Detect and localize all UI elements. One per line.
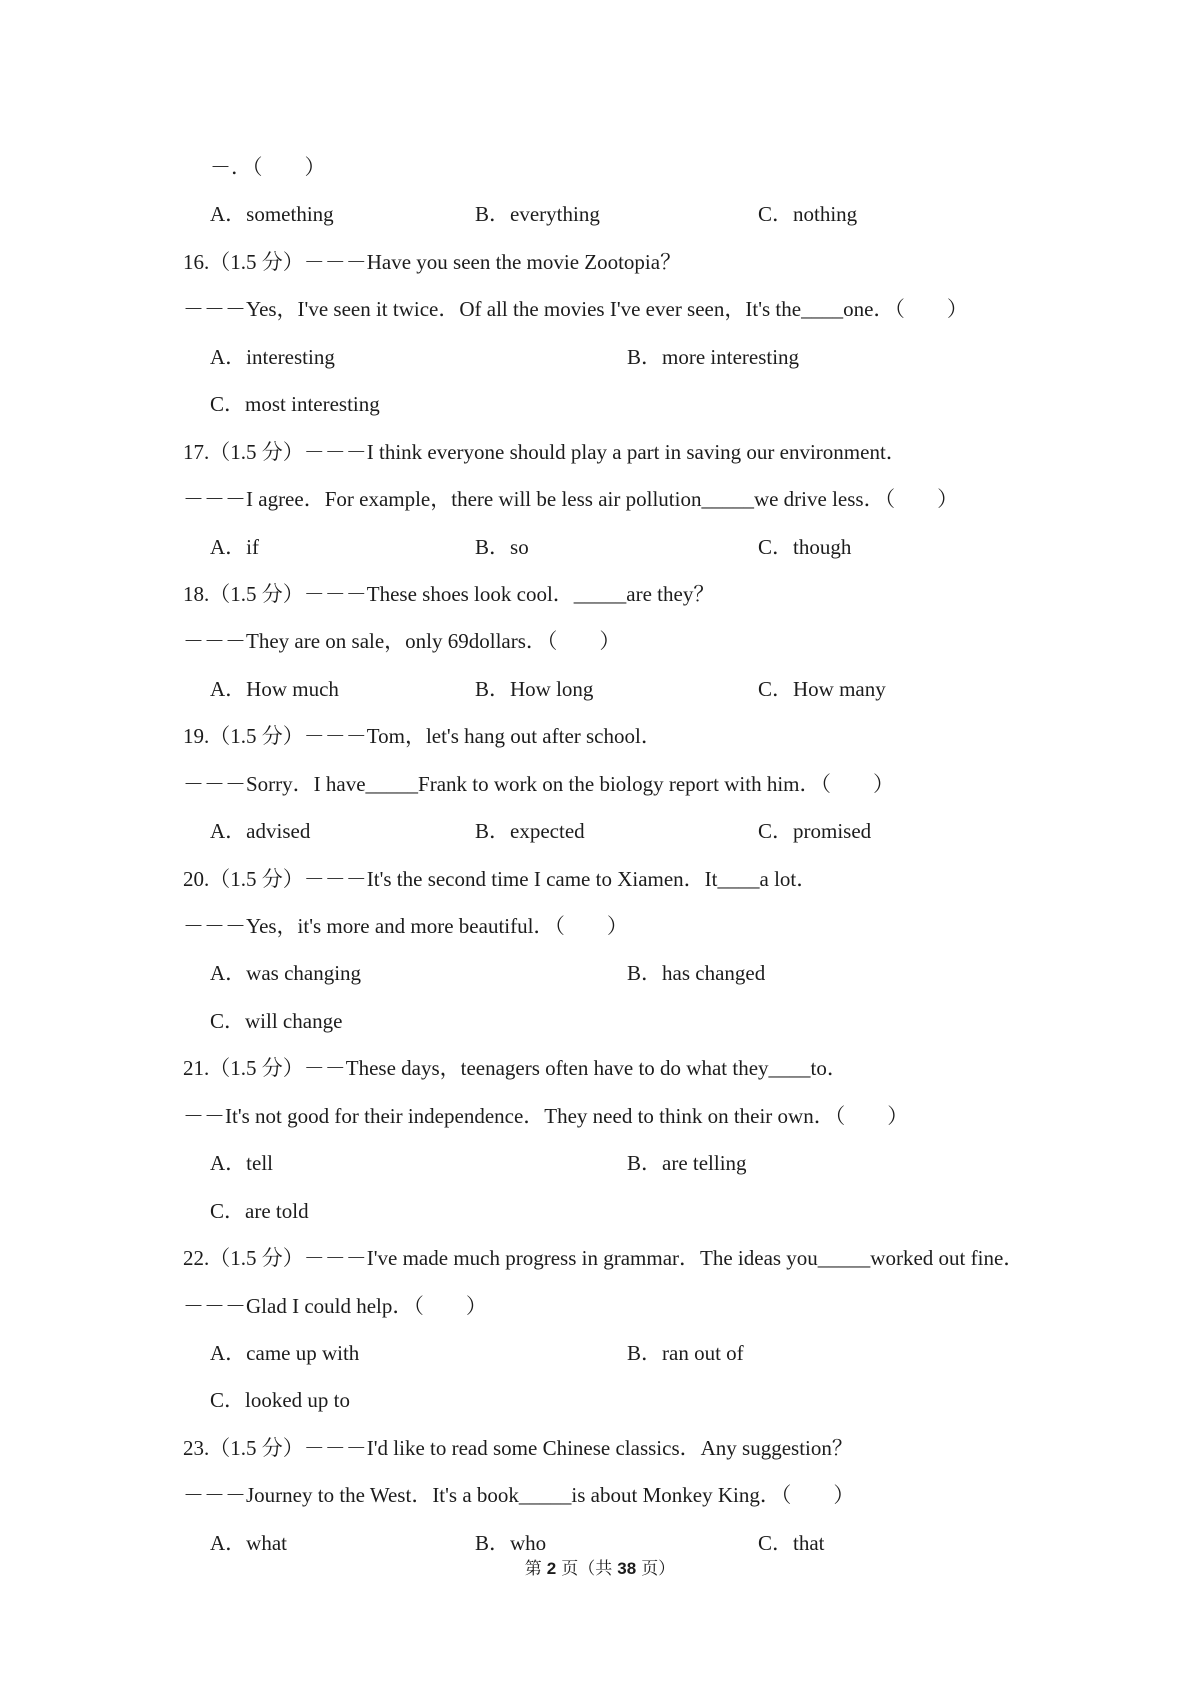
stem-text [183,239,681,286]
option-label: C． [210,1388,246,1413]
question-stem [0,239,1200,286]
question-score: （1.5 分） [209,439,304,464]
option-c [758,191,857,238]
question-score: （1.5 分） [209,724,304,749]
option-text: more interesting [662,344,800,369]
question-number: 16. [183,249,210,274]
option-c [758,666,886,713]
option-label: C． [758,819,794,844]
option-text: something [246,202,334,227]
options-row [0,1140,1200,1187]
option-text: How many [793,676,886,701]
option-a [210,808,310,855]
question-reply [0,1093,1200,1140]
option-a [210,1140,273,1187]
option-a [210,666,339,713]
question-prompt: －－－Have you seen the movie Zootopia？ [303,249,682,274]
option-text: has changed [662,961,766,986]
option-c [210,1188,309,1235]
question-15-continuation [0,144,1200,239]
footer-middle: 页（共 [561,1559,613,1578]
question-score: （1.5 分） [209,1435,304,1460]
question-stem [0,1045,1200,1092]
question-score: （1.5 分） [209,249,304,274]
option-label: C． [758,534,794,559]
question-number: 23. [183,1435,210,1460]
page-footer [0,1556,1200,1582]
question-reply [0,618,1200,665]
question-23 [0,1425,1200,1567]
reply-text: －－－I agree．For example，there will be less air pollution_____we drive less．（ ） [183,487,959,512]
option-label: A． [210,202,247,227]
option-label: B． [475,1530,511,1555]
options-row [0,1377,1200,1424]
option-label: C． [758,1530,794,1555]
option-a [210,1330,359,1377]
option-a [210,334,335,381]
question-17 [0,429,1200,571]
options-row [0,998,1200,1045]
question-prompt: －－－I'd like to read some Chinese classics．Any suggestion？ [303,1435,853,1460]
question-score: （1.5 分） [209,866,304,891]
option-label: C． [210,1008,246,1033]
question-number: 22. [183,1246,210,1271]
option-text: How long [510,676,594,701]
question-16 [0,239,1200,429]
option-label: A． [210,961,247,986]
stem-text [183,856,817,903]
question-number: 17. [183,439,210,464]
option-label: A． [210,1530,247,1555]
question-stem [0,1235,1200,1282]
option-text: nothing [793,202,858,227]
question-prompt: －－－These shoes look cool．_____are they？ [303,581,715,606]
option-label: C． [210,1198,246,1223]
question-list [0,144,1200,1567]
footer-prefix: 第 [524,1559,542,1578]
question-22 [0,1235,1200,1425]
option-label: A． [210,819,247,844]
option-text: who [510,1530,547,1555]
question-score: （1.5 分） [209,1056,304,1081]
options-row [0,334,1200,381]
question-reply [0,903,1200,950]
question-reply [0,761,1200,808]
reply-text: －－－They are on sale，only 69dollars．（ ） [183,629,621,654]
option-text: are told [245,1198,309,1223]
option-text: advised [246,819,311,844]
option-text: though [793,534,852,559]
option-label: A． [210,1340,247,1365]
option-text: looked up to [245,1388,351,1413]
question-prompt: －－－I think everyone should play a part in saving our environment． [303,439,907,464]
option-text: most interesting [245,392,380,417]
question-stem [0,1425,1200,1472]
option-label: A． [210,344,247,369]
option-label: B． [627,344,663,369]
options-row [0,808,1200,855]
option-text: was changing [246,961,362,986]
question-number: 19. [183,724,210,749]
option-label: B． [475,534,511,559]
question-18 [0,571,1200,713]
option-b [627,1140,747,1187]
option-label: B． [627,1340,663,1365]
option-text: if [246,534,259,559]
option-text: How much [246,676,339,701]
reply-text: －－It's not good for their independence．They need to think on their own．（ ） [183,1103,909,1128]
option-text: interesting [246,344,335,369]
option-b [475,666,593,713]
option-b [627,334,799,381]
page-total: 38 [617,1559,637,1578]
option-label: C． [210,392,246,417]
option-c [210,381,380,428]
option-label: A． [210,1151,247,1176]
option-label: A． [210,676,247,701]
question-reply [0,1472,1200,1519]
option-c [210,998,342,1045]
option-text: came up with [246,1340,360,1365]
options-row [0,1330,1200,1377]
option-label: B． [475,819,511,844]
option-label: C． [758,676,794,701]
option-b [475,191,600,238]
reply-text: －－－Glad I could help．（ ） [183,1293,487,1318]
question-prompt: －－－I've made much progress in grammar．The ideas you_____worked out fine． [303,1246,1025,1271]
option-label: C． [758,202,794,227]
question-number: 18. [183,581,210,606]
question-stem [0,713,1200,760]
option-label: A． [210,534,247,559]
options-row [0,1188,1200,1235]
option-b [475,808,585,855]
option-b [475,524,529,571]
option-text: are telling [662,1151,747,1176]
option-text: will change [245,1008,343,1033]
answer-blank: －．（ ） [210,155,326,179]
option-a [210,191,334,238]
option-c [758,524,851,571]
option-text: that [793,1530,825,1555]
option-text: tell [246,1151,273,1176]
reply-text: －－－Yes，it's more and more beautiful．（ ） [183,914,628,938]
option-c [210,1377,350,1424]
question-score: （1.5 分） [209,1246,304,1271]
stem-text [183,1425,853,1472]
option-a [210,950,361,997]
option-label: B． [627,1151,663,1176]
question-prompt: －－－It's the second time I came to Xiamen．It____a lot． [303,866,818,891]
stem-text [183,429,907,476]
question-score: （1.5 分） [209,581,304,606]
option-text: promised [793,819,872,844]
option-a [210,524,259,571]
option-label: B． [475,676,511,701]
question-number: 20. [183,866,210,891]
options-row [0,666,1200,713]
question-19 [0,713,1200,855]
reply-text: －－－Journey to the West．It's a book_____is about Monkey King．（ ） [183,1483,855,1508]
question-line [0,144,1200,191]
stem-text [183,1045,848,1092]
option-text: expected [510,819,585,844]
page-number: 2 [546,1559,557,1578]
option-b [627,1330,744,1377]
options-row [0,950,1200,997]
option-label: B． [627,961,663,986]
question-reply [0,476,1200,523]
stem-text [183,713,662,760]
question-number: 21. [183,1056,210,1081]
stem-text [183,1235,1024,1282]
option-label: B． [475,202,511,227]
question-stem [0,856,1200,903]
options-row [0,381,1200,428]
question-prompt: －－These days，teenagers often have to do what they____to． [303,1056,848,1081]
question-prompt: －－－Tom，let's hang out after school． [303,724,662,749]
question-stem [0,429,1200,476]
option-text: so [510,534,529,559]
option-text: what [246,1530,287,1555]
reply-text: －－－Yes，I've seen it twice．Of all the movies I've ever seen，It's the____one．（ ） [183,297,968,322]
question-stem [0,571,1200,618]
question-reply [0,286,1200,333]
option-c [758,808,871,855]
question-21 [0,1045,1200,1235]
options-row [0,524,1200,571]
option-b [627,950,765,997]
reply-text: －－－Sorry．I have_____Frank to work on the biology report with him．（ ） [183,771,895,796]
stem-text [183,571,714,618]
question-20 [0,856,1200,1046]
question-reply [0,1283,1200,1330]
options-row [0,191,1200,238]
footer-suffix: 页） [641,1559,676,1578]
option-text: ran out of [662,1340,744,1365]
option-text: everything [510,202,600,227]
